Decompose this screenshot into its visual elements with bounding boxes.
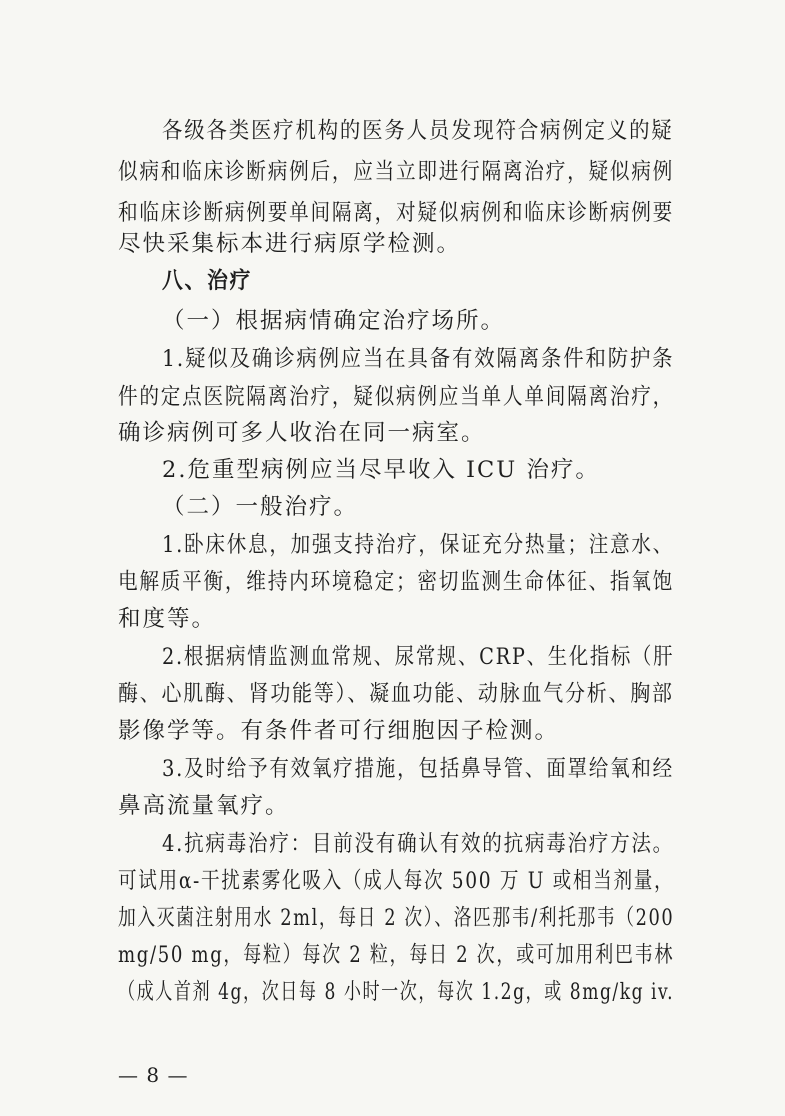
paragraph-line: 确诊病例可多人收治在同一病室。 [118, 420, 486, 446]
paragraph-line: 2.根据病情监测血常规、尿常规、CRP、生化指标（肝 [162, 644, 675, 670]
paragraph-line: 可试用α-干扰素雾化吸入（成人每次 500 万 U 或相当剂量， [118, 868, 675, 894]
paragraph-line: 3.及时给予有效氧疗措施，包括鼻导管、面罩给氧和经 [162, 756, 674, 782]
paragraph-line: 尽快采集标本进行病原学检测。 [118, 231, 462, 257]
paragraph-line: 鼻高流量氧疗。 [118, 793, 290, 819]
paragraph-line: 似病和临床诊断病例后，应当立即进行隔离治疗，疑似病例 [118, 159, 675, 185]
paragraph-line: 4.抗病毒治疗：目前没有确认有效的抗病毒治疗方法。 [162, 831, 674, 857]
section-heading: 八、治疗 [162, 268, 253, 294]
paragraph-line: mg/50 mg，每粒）每次 2 粒，每日 2 次，或可加用利巴韦林 [118, 942, 675, 968]
paragraph-line: 和临床诊断病例要单间隔离，对疑似病例和临床诊断病例要 [118, 200, 675, 226]
paragraph-line: 影像学等。有条件者可行细胞因子检测。 [118, 718, 560, 744]
paragraph-line: 和度等。 [118, 606, 217, 632]
paragraph-line: 2.危重型病例应当尽早收入 ICU 治疗。 [162, 457, 600, 483]
subsection-heading: （二）一般治疗。 [162, 494, 359, 520]
subsection-heading: （一）根据病情确定治疗场所。 [162, 308, 506, 334]
paragraph-line: 件的定点医院隔离治疗，疑似病例应当单人单间隔离治疗， [118, 384, 675, 410]
paragraph-line: 1.卧床休息，加强支持治疗，保证充分热量；注意水、 [162, 532, 674, 558]
paragraph-line: 各级各类医疗机构的医务人员发现符合病例定义的疑 [162, 118, 674, 144]
paragraph-line: （成人首剂 4g，次日每 8 小时一次，每次 1.2g，或 8mg/kg iv. [118, 979, 675, 1005]
page-number: — 8 — [118, 1063, 189, 1087]
paragraph-line: 酶、心肌酶、肾功能等）、凝血功能、动脉血气分析、胸部 [118, 681, 674, 707]
paragraph-line: 电解质平衡，维持内环境稳定；密切监测生命体征、指氧饱 [118, 569, 675, 595]
paragraph-line: 1.疑似及确诊病例应当在具备有效隔离条件和防护条 [162, 346, 675, 372]
paragraph-line: 加入灭菌注射用水 2ml，每日 2 次）、洛匹那韦/利托那韦（200 [118, 905, 675, 931]
